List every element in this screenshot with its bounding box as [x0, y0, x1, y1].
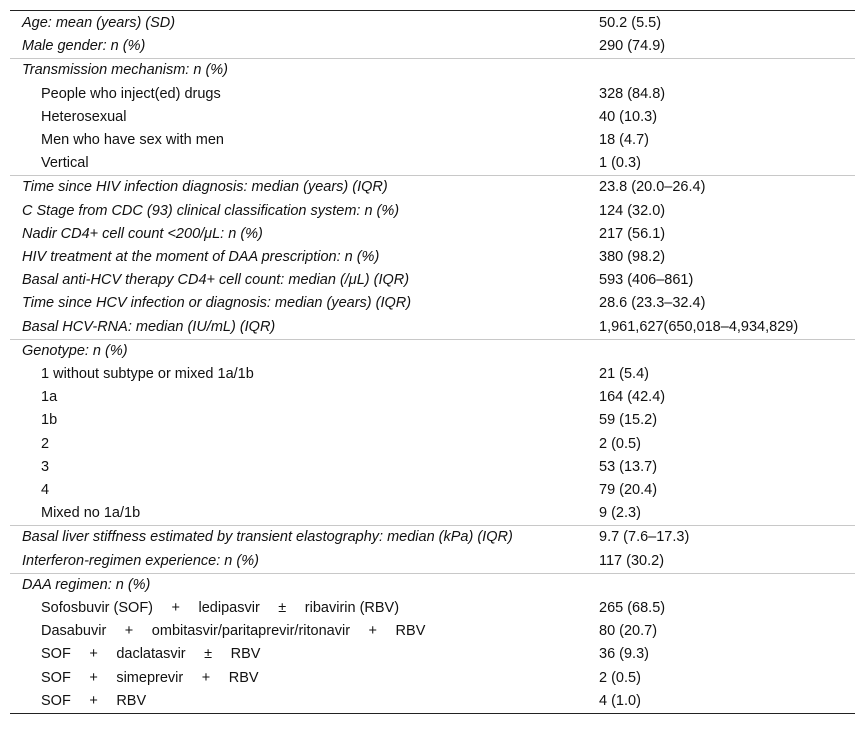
row-value: 9 (2.3): [599, 505, 641, 522]
row-sublabel: 1b: [41, 412, 58, 429]
row-value: 124 (32.0): [599, 202, 666, 219]
row-value: 328 (84.8): [599, 85, 666, 102]
row-value: 28.6 (23.3–32.4): [599, 295, 706, 312]
row-value: [585, 59, 855, 83]
table-row: [10, 550, 855, 574]
row-value: 9.7 (7.6–17.3): [585, 526, 855, 550]
row-value: 53 (13.7): [599, 458, 658, 475]
row-sublabel: People who inject(ed) drugs: [41, 85, 221, 102]
row-value: 1 (0.3): [599, 155, 641, 172]
row-sublabel: 3: [41, 458, 50, 475]
row-value: 50.2 (5.5): [599, 15, 662, 31]
row-value: 117 (30.2): [599, 552, 665, 569]
row-label: Transmission mechanism: n (%): [10, 59, 585, 83]
table-row: [10, 200, 855, 223]
characteristics-table: [10, 10, 855, 714]
row-sublabel: 1a: [41, 389, 58, 406]
row-sublabel: 4: [41, 482, 50, 499]
row-label: Basal anti-HCV therapy CD4+ cell count: median (/μL) (IQR): [22, 272, 410, 289]
table-row: [10, 223, 855, 246]
row-value: [585, 339, 855, 363]
row-sublabel: SOF + daclatasvir ± RBV: [41, 646, 261, 663]
table-row: [10, 597, 855, 620]
data-table: [10, 11, 855, 713]
table-row: [10, 573, 855, 597]
row-label: HIV treatment at the moment of DAA prescription: n (%): [22, 249, 380, 266]
row-value: 36 (9.3): [599, 646, 649, 663]
row-label: Nadir CD4+ cell count <200/μL: n (%): [22, 225, 263, 242]
table-row: [10, 386, 855, 409]
row-label: Genotype: n (%): [10, 339, 585, 363]
row-sublabel: Vertical: [41, 155, 89, 172]
row-sublabel: Dasabuvir + ombitasvir/paritaprevir/ritonavir + RBV: [41, 623, 426, 640]
table-row: [10, 152, 855, 176]
table-row: [10, 246, 855, 269]
row-label: Age: mean (years) (SD): [22, 15, 176, 31]
row-label: Interferon-regimen experience: n (%): [22, 552, 259, 569]
table-row: [10, 83, 855, 106]
table-row: [10, 620, 855, 643]
row-value: 164 (42.4): [599, 389, 666, 406]
table-row: [10, 176, 855, 200]
row-sublabel: Mixed no 1a/1b: [41, 505, 141, 522]
row-value: 1,961,627(650,018–4,934,829): [599, 318, 799, 335]
table-row: [10, 11, 855, 35]
row-value: 40 (10.3): [599, 108, 658, 125]
table-row: [10, 643, 855, 666]
row-label: Male gender: n (%): [22, 38, 146, 55]
row-sublabel: SOF + RBV: [41, 692, 147, 709]
row-value: 2 (0.5): [599, 435, 641, 452]
row-label: Time since HIV infection diagnosis: median (years) (IQR): [10, 176, 585, 200]
row-label: C Stage from CDC (93) clinical classification system: n (%): [22, 202, 400, 219]
row-sublabel: Sofosbuvir (SOF) + ledipasvir ± ribavirin (RBV): [41, 600, 400, 617]
row-value: 4 (1.0): [599, 692, 641, 709]
row-value: 265 (68.5): [599, 600, 666, 617]
row-value: 290 (74.9): [599, 38, 666, 55]
row-value: 80 (20.7): [599, 623, 658, 640]
row-value: [585, 573, 855, 597]
row-label: Time since HCV infection or diagnosis: median (years) (IQR): [22, 295, 412, 312]
table-row: [10, 456, 855, 479]
row-value: 59 (15.2): [599, 412, 658, 429]
table-row: [10, 502, 855, 526]
table-row: [10, 479, 855, 502]
table-row: [10, 433, 855, 456]
row-sublabel: Heterosexual: [41, 108, 127, 125]
row-sublabel: 1 without subtype or mixed 1a/1b: [41, 366, 254, 383]
table-row: [10, 106, 855, 129]
row-value: 21 (5.4): [599, 366, 649, 383]
table-body: [10, 11, 855, 713]
row-value: 79 (20.4): [599, 482, 658, 499]
table-row: [10, 409, 855, 432]
table-row: [10, 35, 855, 59]
table-row: [10, 339, 855, 363]
table-row: [10, 667, 855, 690]
table-row: [10, 129, 855, 152]
table-row: [10, 316, 855, 340]
table-row: [10, 269, 855, 292]
table-row: [10, 363, 855, 386]
row-value: 217 (56.1): [599, 225, 666, 242]
row-value: 593 (406–861): [599, 272, 694, 289]
row-value: 23.8 (20.0–26.4): [585, 176, 855, 200]
row-label: Basal liver stiffness estimated by transient elastography: median (kPa) (IQR): [10, 526, 585, 550]
table-row: [10, 59, 855, 83]
row-label: Basal HCV-RNA: median (IU/mL) (IQR): [22, 318, 276, 335]
table-row: [10, 690, 855, 713]
row-value: 2 (0.5): [599, 669, 641, 686]
row-value: 18 (4.7): [599, 132, 649, 149]
table-row: [10, 526, 855, 550]
row-value: 380 (98.2): [599, 249, 666, 266]
row-sublabel: 2: [41, 435, 50, 452]
row-label: DAA regimen: n (%): [10, 573, 585, 597]
table-row: [10, 292, 855, 315]
row-sublabel: SOF + simeprevir + RBV: [41, 669, 259, 686]
row-sublabel: Men who have sex with men: [41, 132, 224, 149]
